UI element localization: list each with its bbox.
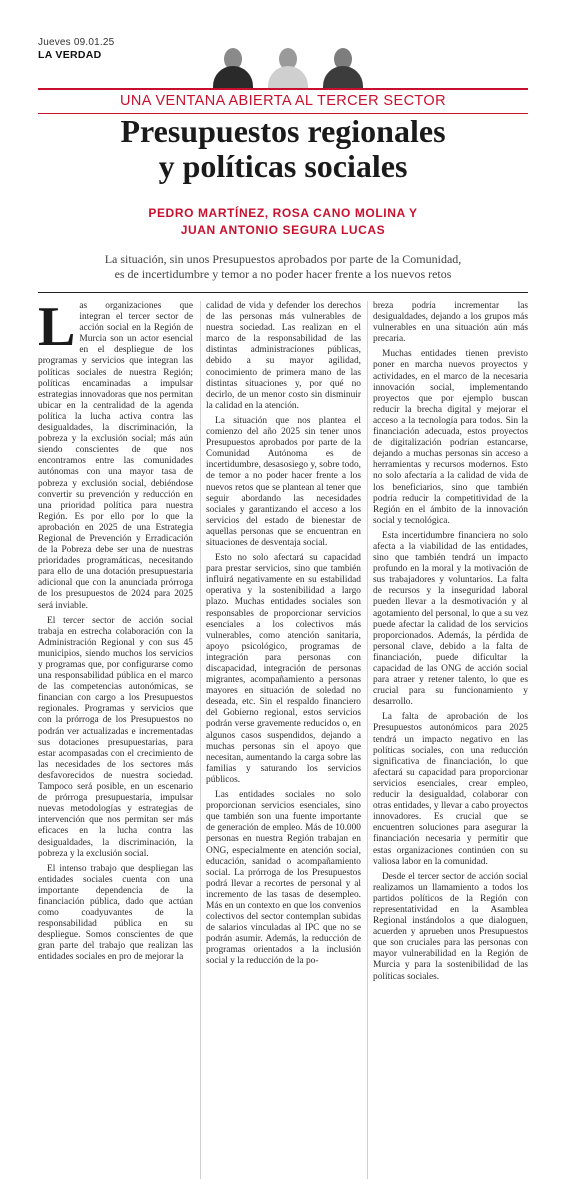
section-label: UNA VENTANA ABIERTA AL TERCER SECTOR bbox=[120, 93, 446, 109]
header-divider bbox=[38, 292, 528, 293]
column-divider bbox=[200, 301, 201, 1179]
article-column-3 bbox=[373, 301, 528, 1179]
paragraph: Desde el tercer sector de acción social realizamos un llamamiento a todos los partidos políticos de la Región con representatividad en la Asamblea Regional instándolos a que dialoguen, acuerden y aprueben unos Presupuestos que son cruciales para las personas con mayor vulnerabilidad en la Región de Murcia y para la sostenibilidad de las políticas sociales. bbox=[373, 871, 528, 982]
article-column-2 bbox=[206, 301, 361, 1179]
standfirst: La situación, sin unos Presupuestos aprobados por parte de la Comunidad, es de incertidumbre y temor a no poder hacer frente a los nuevos retos bbox=[104, 252, 462, 281]
paragraph: Muchas entidades tienen previsto poner en marcha nuevos proyectos y actividades, en el marco de la necesaria innovación social, implementando proyectos que por ejemplo buscan reducir la brecha digital y mejorar el acceso a la tecnología para todos. Sin la financiación adecuada, estos proyectos de digitalización podrían estancarse, dejando a muchas personas sin acceso a herramientas y recursos modernos. Esto no solo afectaría a la calidad de vida de los beneficiarios, sino que también podría reducir la competitividad de la Región en el ámbito de la innovación social y tecnológica. bbox=[373, 349, 528, 526]
newspaper-name: LA VERDAD bbox=[38, 49, 102, 61]
author-photo bbox=[263, 42, 313, 88]
paragraph: Esto no solo afectará su capacidad para prestar servicios, sino que también influirá negativamente en su estabilidad operativa y la sostenibilidad a largo plazo. Muchas entidades sociales son responsables de proporcionar servicios esenciales a los colectivos más vulnerables, como atención sanitaria, apoyo psicológico, programas de integración para personas con discapacidad, integración de personas migrantes, acompañamiento a personas mayores en situación de soledad no deseada, etc. Sin el respaldo financiero del Gobierno regional, estos servicios podrán verse gravemente reducidos o, en algunos casos suspendidos, dejando a muchas personas sin el apoyo que necesitan, aumentando la carga sobre las familias y saturando los servicios públicos. bbox=[206, 553, 361, 785]
headline: Presupuestos regionales y políticas sociales bbox=[120, 113, 446, 184]
article-column-1 bbox=[38, 301, 193, 1179]
paragraph: as organizaciones que integran el tercer sector de acción social en la Región de Murcia son un actor esencial en el despliegue de los programas y servicios que integran las políticas sociales de nuestra Región; políticas encaminadas a impulsar estrategias innovadoras que nos permitan ubicar en la centralidad de la agenda política la lucha activa contra las desigualdades, la discriminación, la pobreza y la exclusión social; más aún siendo conscientes de que nos encontramos entre las comunidades autónomas con una mayor tasa de pobreza y exclusión social, debiéndose convertir su prevención y reducción en una prioridad política para nuestra Región. Es por ello por lo que la aprobación en 2025 de una Estrategia Regional de Prevención y Erradicación de la Pobreza debe ser una de nuestras prioridades programáticas, necesitando para ello de una dotación presupuestaria adicional que con la anunciada prórroga de los presupuestos de 2024 para 2025 será inviable. bbox=[38, 301, 193, 611]
paragraph: calidad de vida y defender los derechos de las personas más vulnerables de nuestra sociedad. Las realizan en el marco de la responsabilidad de las distintas administraciones públicas, debido a su mayor agilidad, conocimiento de primera mano de las distintas situaciones y, por qué no decirlo, de un menor costo sin disminuir la calidad en la atención. bbox=[206, 301, 361, 411]
issue-date: Jueves 09.01.25 bbox=[38, 37, 115, 48]
author-photos bbox=[208, 42, 368, 88]
column-divider bbox=[367, 301, 368, 1179]
section-rule-top bbox=[38, 88, 528, 90]
author-photo bbox=[318, 42, 368, 88]
paragraph: La falta de aprobación de los Presupuestos autonómicos para 2025 tendrá un impacto negativo en las políticas sociales, con una reducción significativa de financiación, lo que afectará su capacidad para proporcionar servicios esenciales, crear empleo, reducir la desigualdad, colaborar con otras entidades, y llevar a cabo proyectos innovadores. Es crucial que se encuentren soluciones para asegurar la financiación necesaria y permitir que estas organizaciones continúen con su valiosa labor en la comunidad. bbox=[373, 712, 528, 867]
paragraph: La situación que nos plantea el comienzo del año 2025 sin tener unos Presupuestos aprobados por parte de la Comunidad Autónoma es de incertidumbre, desasosiego y, sobre todo, de temor a no poder hacer frente a los nuevos retos que se plantean al tener que seguir abordando las necesidades sociales y garantizando el acceso a los servicios del estado de bienestar de aquellas personas que se encuentran en situaciones de desventaja social. bbox=[206, 415, 361, 548]
masthead bbox=[38, 37, 114, 61]
drop-cap: L bbox=[38, 301, 76, 358]
paragraph: El intenso trabajo que despliegan las entidades sociales cuenta con una importante dependencia de la financiación pública, dado que actúan como coadyuvantes de la responsabilidad pública en su despliegue. Somos conscientes de que gran parte del trabajo que realizan las entidades sociales en pro de mejorar la bbox=[38, 863, 193, 963]
paragraph: Las entidades sociales no solo proporcionan servicios esenciales, sino que también son una fuente importante de generación de empleo. Más de 10.000 personas en nuestra Región trabajan en ONG, especialmente en atención social, educación, sanidad o acompañamiento social. La prórroga de los Presupuestos podrá llevar a recortes de personal y al incremento de las tasas de desempleo. Más en un contexto en que los convenios colectivos del sector contemplan subidas de salarios vinculadas al IPC que no se podrán asumir. Además, la reducción de programas orientados a la inclusión social y la reducción de la po- bbox=[206, 790, 361, 967]
paragraph: breza podría incrementar las desigualdades, dejando a los grupos más vulnerables en una situación aún más precaria. bbox=[373, 301, 528, 345]
paragraph: Esta incertidumbre financiera no solo afecta a la viabilidad de las entidades, sino que también tendrá un impacto profundo en la moral y la motivación de sus trabajadores y voluntarios. La falta de recursos y la inseguridad laboral pueden llevar a la desmotivación y al agotamiento del personal, lo que a su vez puede afectar la calidad de los servicios proporcionados. Además, la pérdida de personal clave, debido a la falta de financiación, puede dificultar la capacidad de las ONG de acción social para atraer y retener talento, lo que es crucial para su funcionamiento y desarrollo. bbox=[373, 530, 528, 708]
author-photo bbox=[208, 42, 258, 88]
paragraph: El tercer sector de acción social trabaja en estrecha colaboración con la Administración Regional y con sus 45 municipios, siendo muchos los servicios y programas que, por configurarse como una responsabilidad pública en el marco de las competencias autonómicas, se financian con cargo a los Presupuestos regionales. Programas y servicios que con la prórroga de los Presupuestos no podrán ver actualizadas e incrementadas sus dotaciones presupuestarias, para estar acompasadas con el crecimiento de las necesidades de los sectores más desfavorecidos de nuestra sociedad. Tampoco será posible, en un escenario de prórroga presupuestaria, impulsar nuevas metodologías y estrategias de intervención que nos permitan ser más eficaces en la lucha contra las desigualdades, la discriminación, la pobreza y la exclusión social. bbox=[38, 615, 193, 859]
byline: PEDRO MARTÍNEZ, ROSA CANO MOLINA Y JUAN ANTONIO SEGURA LUCAS bbox=[148, 206, 418, 237]
